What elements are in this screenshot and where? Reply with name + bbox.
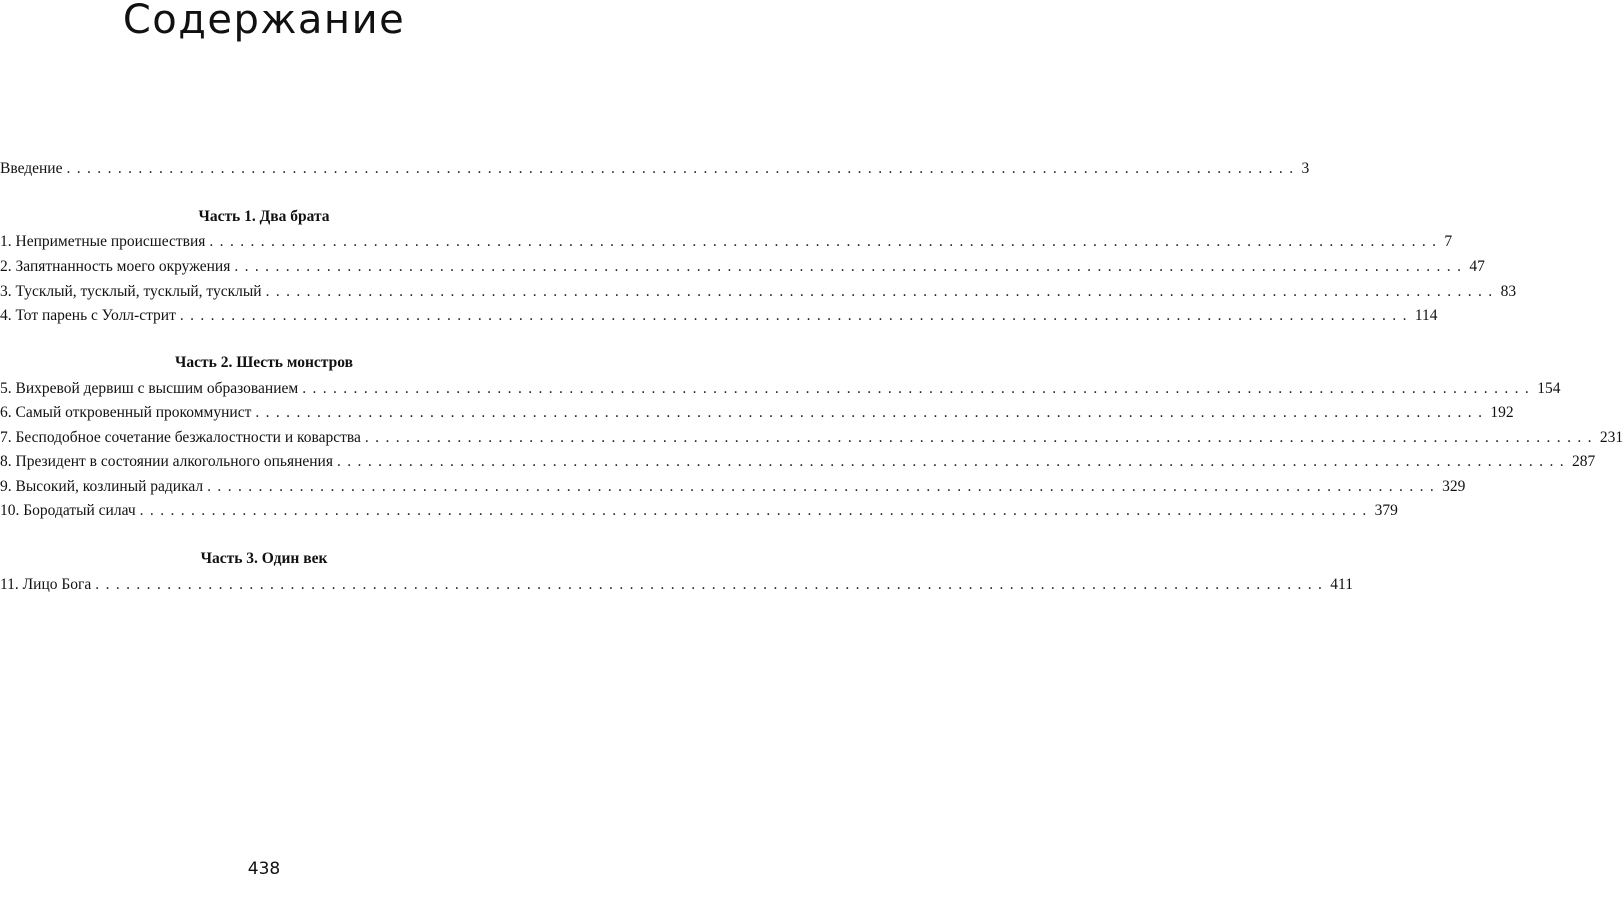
toc-entry[interactable] — [0, 402, 1514, 424]
page-number: 438 — [247, 859, 281, 879]
dot-leader: ........................................................................................................................ — [364, 429, 1598, 446]
toc-entry[interactable] — [0, 256, 1485, 278]
dot-leader: ........................................................................................................................ — [302, 380, 1536, 397]
dot-leader: ........................................................................................................................ — [209, 233, 1443, 250]
dot-leader: ........................................................................................................................ — [179, 307, 1413, 324]
toc-entry-page: 192 — [1490, 404, 1514, 421]
toc-entry[interactable] — [0, 476, 1466, 498]
toc-entry-label: 7. Бесподобное сочетание безжалостности и коварства — [0, 429, 361, 446]
toc-entry-page: 329 — [1442, 478, 1466, 495]
dot-leader: ........................................................................................................................ — [139, 502, 1373, 519]
toc-entry[interactable] — [0, 574, 1353, 596]
toc-entry[interactable] — [0, 500, 1398, 522]
toc-entry-page: 231 — [1599, 429, 1623, 446]
toc-entry-label: 5. Вихревой дервиш с высшим образованием — [0, 380, 299, 397]
dot-leader: ........................................................................................................................ — [207, 478, 1441, 495]
toc-entry-page: 83 — [1500, 283, 1517, 300]
toc-entry[interactable] — [0, 305, 1438, 327]
dot-leader: ........................................................................................................................ — [255, 404, 1489, 421]
toc-entry[interactable] — [0, 378, 1561, 400]
toc-entry-label: 10. Бородатый силач — [0, 502, 136, 519]
dot-leader: ........................................................................................................................ — [95, 576, 1329, 593]
toc-entry-page: 114 — [1414, 307, 1438, 324]
toc-entry-label: 11. Лицо Бога — [0, 576, 92, 593]
toc-entry-intro[interactable] — [0, 158, 1310, 180]
toc-entry[interactable] — [0, 231, 1453, 253]
toc-entry[interactable] — [0, 281, 1517, 303]
toc-entry-page: 379 — [1374, 502, 1398, 519]
part-heading-3: Часть 3. Один век — [200, 550, 328, 567]
dot-leader: ........................................................................................................................ — [337, 453, 1570, 470]
part-heading-1: Часть 1. Два брата — [198, 208, 330, 225]
toc-entry-page: 3 — [1301, 160, 1310, 177]
toc-entry-label: 3. Тусклый, тусклый, тусклый, тусклый — [0, 283, 262, 300]
toc-entry[interactable] — [0, 427, 1623, 449]
toc-entry-page: 411 — [1330, 576, 1353, 593]
toc-entry-label: 6. Самый откровенный прокоммунист — [0, 404, 252, 421]
toc-entry-label: 9. Высокий, козлиный радикал — [0, 478, 204, 495]
toc-entry-label: 1. Неприметные происшествия — [0, 233, 206, 250]
toc-entry-label: 2. Запятнанность моего окружения — [0, 258, 231, 275]
toc-entry-page: 47 — [1469, 258, 1485, 275]
toc-entry-label: 4. Тот парень с Уолл-стрит — [0, 307, 176, 324]
toc-entry-page: 287 — [1572, 453, 1596, 470]
toc-entry[interactable] — [0, 451, 1596, 473]
part-heading-2: Часть 2. Шесть монстров — [175, 354, 353, 371]
dot-leader: ........................................................................................................................ — [265, 283, 1499, 300]
page-title: Содержание — [122, 0, 406, 43]
toc-entry-label: Введение — [0, 160, 63, 177]
dot-leader: ........................................................................................................................ — [66, 160, 1300, 177]
dot-leader: ........................................................................................................................ — [234, 258, 1468, 275]
toc-entry-label: 8. Президент в состоянии алкогольного опьянения — [0, 453, 333, 470]
toc-entry-page: 7 — [1444, 233, 1453, 250]
toc-entry-page: 154 — [1537, 380, 1561, 397]
